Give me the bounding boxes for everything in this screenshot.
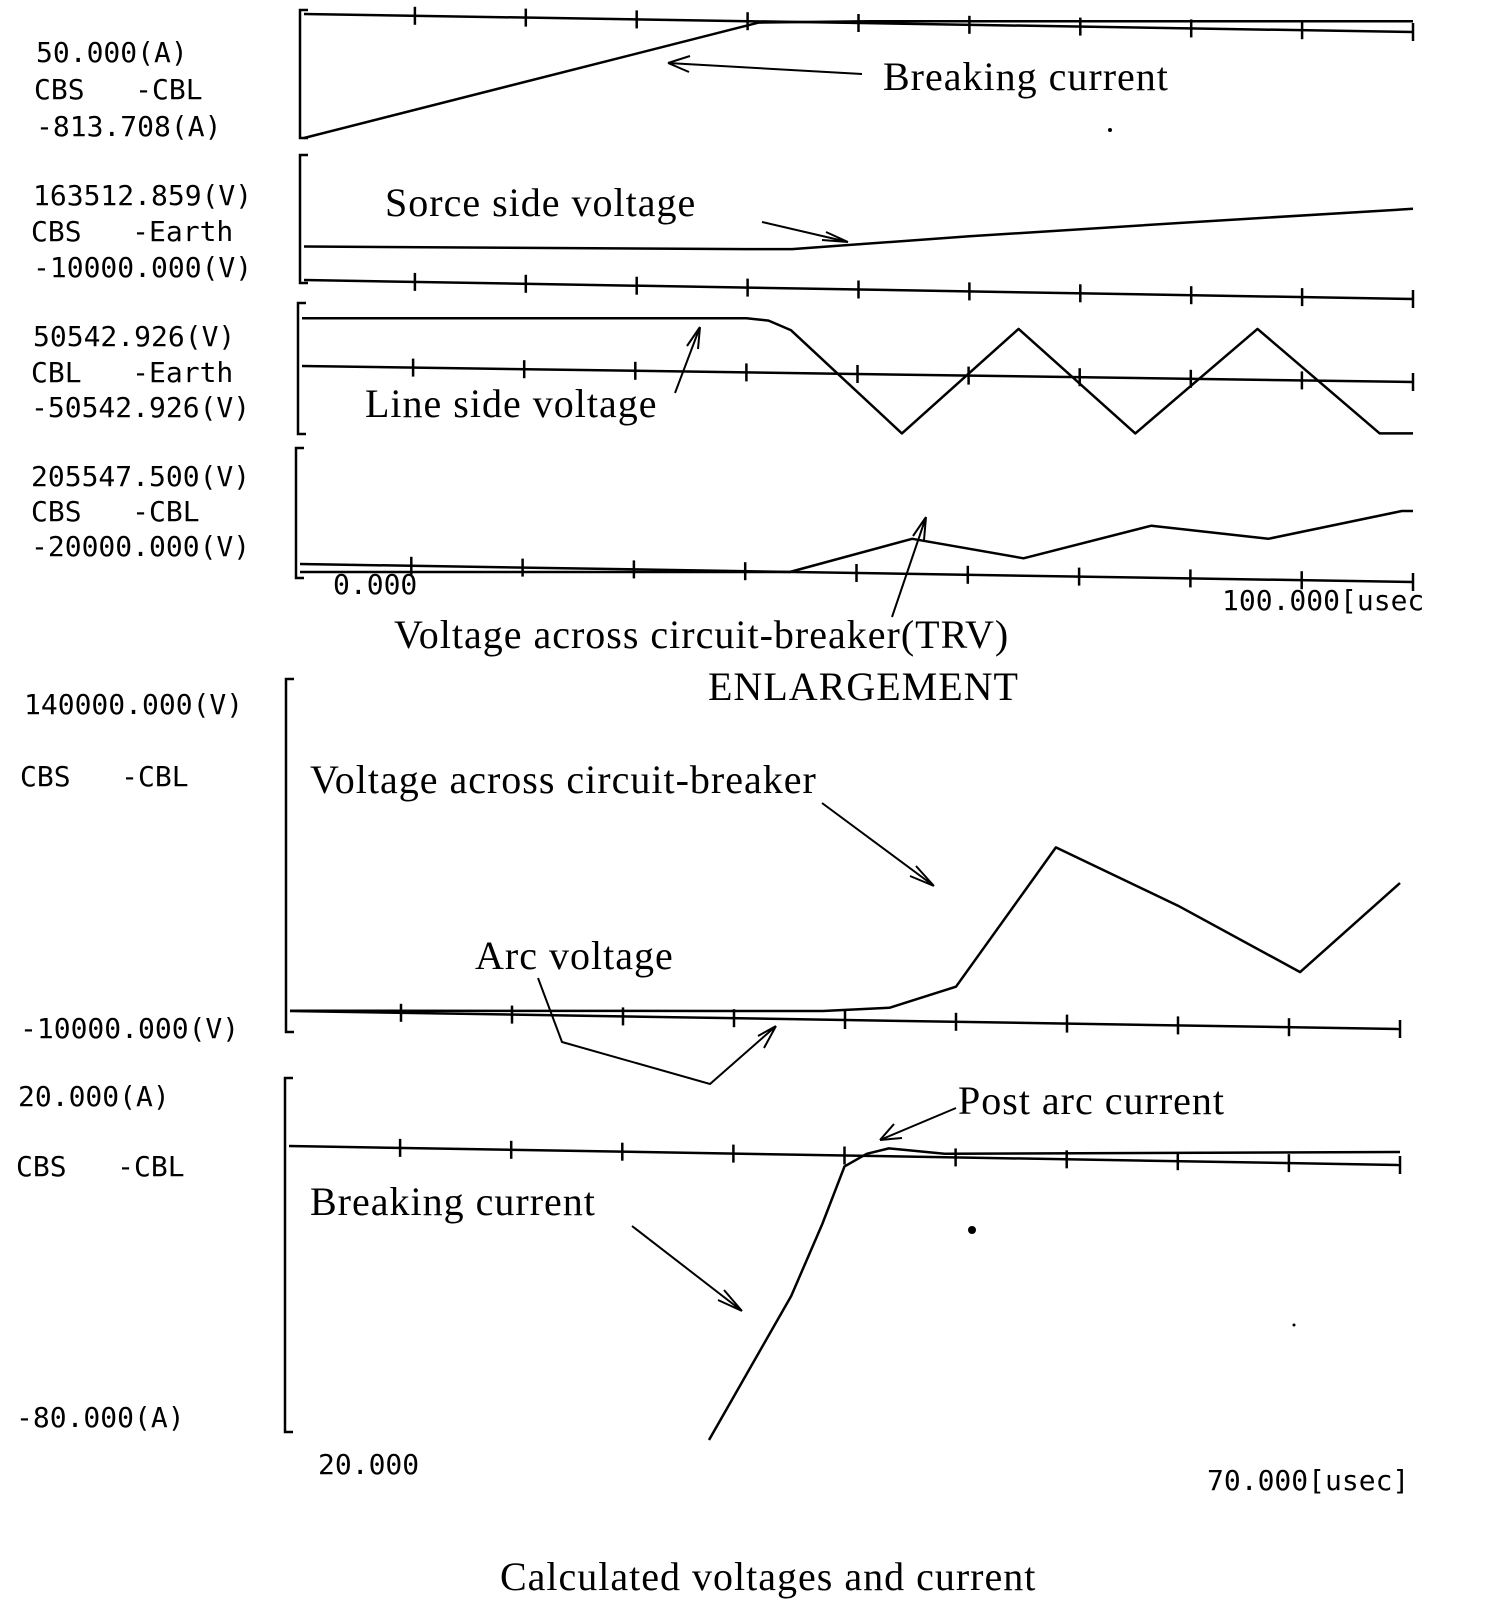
e2-channel-label: CBS -CBL	[16, 1150, 185, 1183]
overview-x-end-label: 100.000[usec	[1222, 584, 1425, 617]
p3-channel-label: CBL -Earth	[31, 356, 234, 389]
arrow-line-side-voltage	[675, 327, 700, 393]
annot-voltage-across-breaker: Voltage across circuit-breaker	[310, 757, 817, 802]
p4-ymin-label: -20000.000(V)	[31, 530, 251, 563]
annot-post-arc-current: Post arc current	[958, 1078, 1226, 1123]
arrow-source-side-voltage	[762, 222, 848, 242]
e2-ymin-label: -80.000(A)	[16, 1401, 185, 1434]
speck-2	[968, 1226, 976, 1234]
source-voltage-y-axis-bracket	[300, 155, 308, 283]
p2-ymin-label: -10000.000(V)	[33, 251, 253, 284]
trv-series-line-0	[300, 511, 1413, 572]
enl-x-end-label: 70.000[usec]	[1207, 1464, 1410, 1497]
e2-ymax-label: 20.000(A)	[18, 1080, 170, 1113]
speck-3	[1293, 1324, 1296, 1327]
arrow-enl-breaking-current	[632, 1226, 742, 1311]
line-voltage-y-axis-bracket	[298, 303, 306, 434]
annot-enl-breaking-current: Breaking current	[310, 1179, 596, 1224]
annot-arc-voltage: Arc voltage	[475, 933, 674, 978]
enl-current-y-axis-bracket	[285, 1078, 293, 1432]
enl-current-series-line-0	[709, 1148, 1400, 1440]
arrow-voltage-across-breaker	[822, 803, 934, 886]
arrow-breaking-current	[668, 56, 862, 74]
arrow-arc-voltage	[538, 978, 776, 1084]
current-series-line-0	[304, 21, 1413, 138]
enl-x-start-label: 20.000	[318, 1448, 420, 1481]
p2-ymax-label: 163512.859(V)	[33, 179, 253, 212]
trv-y-axis-bracket	[296, 448, 304, 578]
p1-ymax-label: 50.000(A)	[36, 36, 188, 69]
annot-source-side-voltage: Sorce side voltage	[385, 180, 697, 225]
overview-x-start-label: 0.000	[333, 568, 418, 601]
p4-channel-label: CBS -CBL	[31, 495, 200, 528]
e1-ymin-label: -10000.000(V)	[20, 1012, 240, 1045]
e1-ymax-label: 140000.000(V)	[24, 688, 244, 721]
p3-ymin-label: -50542.926(V)	[31, 391, 251, 424]
enl-voltage-series-line-0	[290, 847, 1400, 1011]
p1-ymin-label: -813.708(A)	[36, 110, 222, 143]
e1-channel-label: CBS -CBL	[20, 760, 189, 793]
annot-breaking-current: Breaking current	[883, 54, 1169, 99]
figure-caption: Calculated voltages and current	[500, 1554, 1037, 1599]
speck-1	[1108, 128, 1112, 132]
arrow-post-arc-current	[880, 1108, 956, 1140]
arrow-trv	[892, 517, 926, 617]
p1-channel-label: CBS -CBL	[34, 73, 203, 106]
enlargement-heading: ENLARGEMENT	[708, 664, 1019, 709]
p3-ymax-label: 50542.926(V)	[33, 320, 236, 353]
overview-caption: Voltage across circuit-breaker(TRV)	[394, 612, 1010, 657]
annot-line-side-voltage: Line side voltage	[365, 381, 658, 426]
p2-channel-label: CBS -Earth	[31, 215, 234, 248]
current-y-axis-bracket	[300, 10, 308, 138]
enl-voltage-y-axis-bracket	[286, 679, 294, 1032]
p4-ymax-label: 205547.500(V)	[31, 460, 251, 493]
